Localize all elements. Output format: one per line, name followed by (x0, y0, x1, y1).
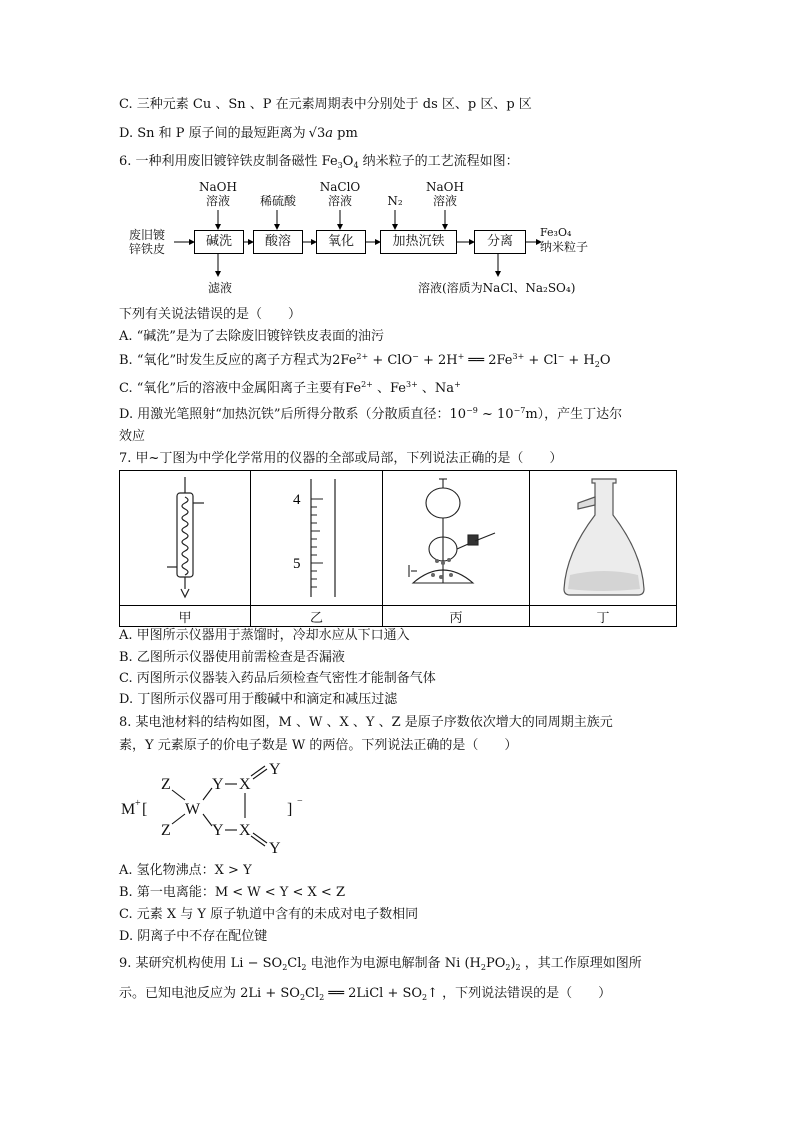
svg-text:+: + (135, 798, 141, 809)
svg-text:−: − (297, 796, 303, 807)
svg-text:Y: Y (212, 822, 224, 839)
suction-flask-image (530, 471, 676, 601)
scale-label-5: 5 (293, 556, 301, 572)
reagent-naoh-2: NaOH 溶液 (426, 180, 464, 208)
q8-option-a: A. 氢化物沸点：X > Y (119, 863, 252, 878)
svg-text:Z: Z (161, 776, 171, 793)
q5-option-d: D. Sn 和 P 原子间的最短距离为 √3a pm (119, 126, 358, 141)
flow-step-oxidize: 氧化 (316, 230, 366, 254)
q6-option-b: B. “氧化”时发生反应的离子方程式为$2Fe^{2+} + ClO^- + 2H^+$ ══ $2Fe^{3+} + Cl^- + H_2O$ (119, 352, 611, 369)
q7-option-c: C. 丙图所示仪器装入药品后须检查气密性才能制备气体 (119, 671, 436, 686)
svg-text:[: [ (142, 801, 148, 818)
q7-stem: 7. 甲~丁图为中学化学常用的仪器的全部或局部，下列说法正确的是（ ） (119, 451, 563, 466)
flow-step-separate: 分离 (474, 230, 526, 254)
svg-text:W: W (185, 801, 201, 818)
q7-option-b: B. 乙图所示仪器使用前需检查是否漏液 (119, 650, 345, 665)
condenser-image (120, 471, 250, 601)
caption-jia: 甲 (120, 606, 251, 627)
reagent-n2: N₂ (387, 194, 403, 208)
q6-option-d-line1: D. 用激光笔照射“加热沉铁”后所得分散系（分散质直径：$10^{-9}$ ~ $10^{-7}m$），产生丁达尔 (119, 406, 623, 422)
flow-waste-solution: 溶液(溶质为NaCl、Na₂SO₄) (418, 281, 576, 295)
kipp-generator-image (383, 471, 529, 601)
q7-option-a: A. 甲图所示仪器用于蒸馏时，冷却水应从下口通入 (119, 628, 410, 643)
q6-stem: 6. 一种利用废旧镀锌铁皮制备磁性 $Fe_3O_4$ 纳米粒子的工艺流程如图： (119, 154, 519, 170)
q8-stem-line1: 8. 某电池材料的结构如图，M 、W 、X 、Y 、Z 是原子序数依次增大的同周期主族元 (119, 715, 613, 730)
burette-image (251, 471, 382, 601)
q8-option-c: C. 元素 X 与 Y 原子轨道中含有的未成对电子数相同 (119, 907, 419, 922)
q6-ask: 下列有关说法错误的是（ ） (119, 307, 302, 322)
flow-input: 废旧镀 锌铁皮 (128, 228, 165, 256)
reagent-naoh-1: NaOH 溶液 (199, 180, 237, 208)
caption-bing: 丙 (383, 606, 530, 627)
svg-text:Y: Y (269, 840, 281, 857)
q6-option-a: A. “碱洗”是为了去除废旧镀锌铁皮表面的油污 (119, 329, 384, 344)
svg-text:Y: Y (269, 761, 281, 778)
kipp-cell (383, 471, 530, 606)
flow-step-acid-dissolve: 酸溶 (253, 230, 303, 254)
svg-text:X: X (239, 776, 251, 793)
q6-option-d-line2: 效应 (119, 429, 146, 444)
q6-option-c: C. “氧化”后的溶液中金属阳离子主要有$Fe^{2+}$ 、$Fe^{3+}$ 、Na+ (119, 380, 461, 396)
svg-text:Z: Z (161, 822, 171, 839)
apparatus-table (119, 470, 677, 627)
condenser-cell (120, 471, 251, 606)
flow-output: Fe₃O₄ 纳米粒子 (540, 226, 589, 254)
caption-ding: 丁 (530, 606, 677, 627)
flask-cell (530, 471, 677, 606)
flow-waste-filtrate: 滤液 (207, 281, 232, 295)
reagent-dilute-h2so4: 稀硫酸 (259, 194, 296, 208)
flow-arrows (0, 0, 794, 310)
svg-text:X: X (239, 822, 251, 839)
svg-text:M: M (121, 801, 136, 818)
scale-label-4: 4 (293, 492, 301, 508)
svg-text:]: ] (287, 801, 293, 818)
reagent-naclo: NaClO 溶液 (319, 180, 361, 208)
q9-stem-line1: 9. 某研究机构使用 $Li - SO_2Cl_2$ 电池作为电源电解制备 Ni $(H_2PO_2)_2$ ，其工作原理如图所 (119, 956, 642, 972)
burette-cell (251, 471, 383, 606)
q7-option-d: D. 丁图所示仪器可用于酸碱中和滴定和减压过滤 (119, 692, 398, 707)
q8-option-b: B. 第一电离能：M < W < Y < X < Z (119, 885, 345, 900)
q5-option-c: C. 三种元素 Cu 、Sn 、P 在元素周期表中分别处于 ds 区、p 区、p 区 (119, 97, 532, 112)
flow-step-heat-precipitate: 加热沉铁 (380, 230, 457, 254)
q8-option-d: D. 阴离子中不存在配位键 (119, 929, 268, 944)
anion-structure (115, 756, 315, 860)
caption-yi: 乙 (251, 606, 383, 627)
svg-text:Y: Y (212, 776, 224, 793)
q9-stem-line2: 示。已知电池反应为 $2Li + SO_2Cl_2$ ══ 2LiCl + $SO_2↑$ ，下列说法错误的是（ ） (119, 986, 612, 1002)
flow-step-alkali-wash: 碱洗 (194, 230, 244, 254)
q8-stem-line2: 素，Y 元素原子的价电子数是 W 的两倍。下列说法正确的是（ ） (119, 738, 518, 753)
